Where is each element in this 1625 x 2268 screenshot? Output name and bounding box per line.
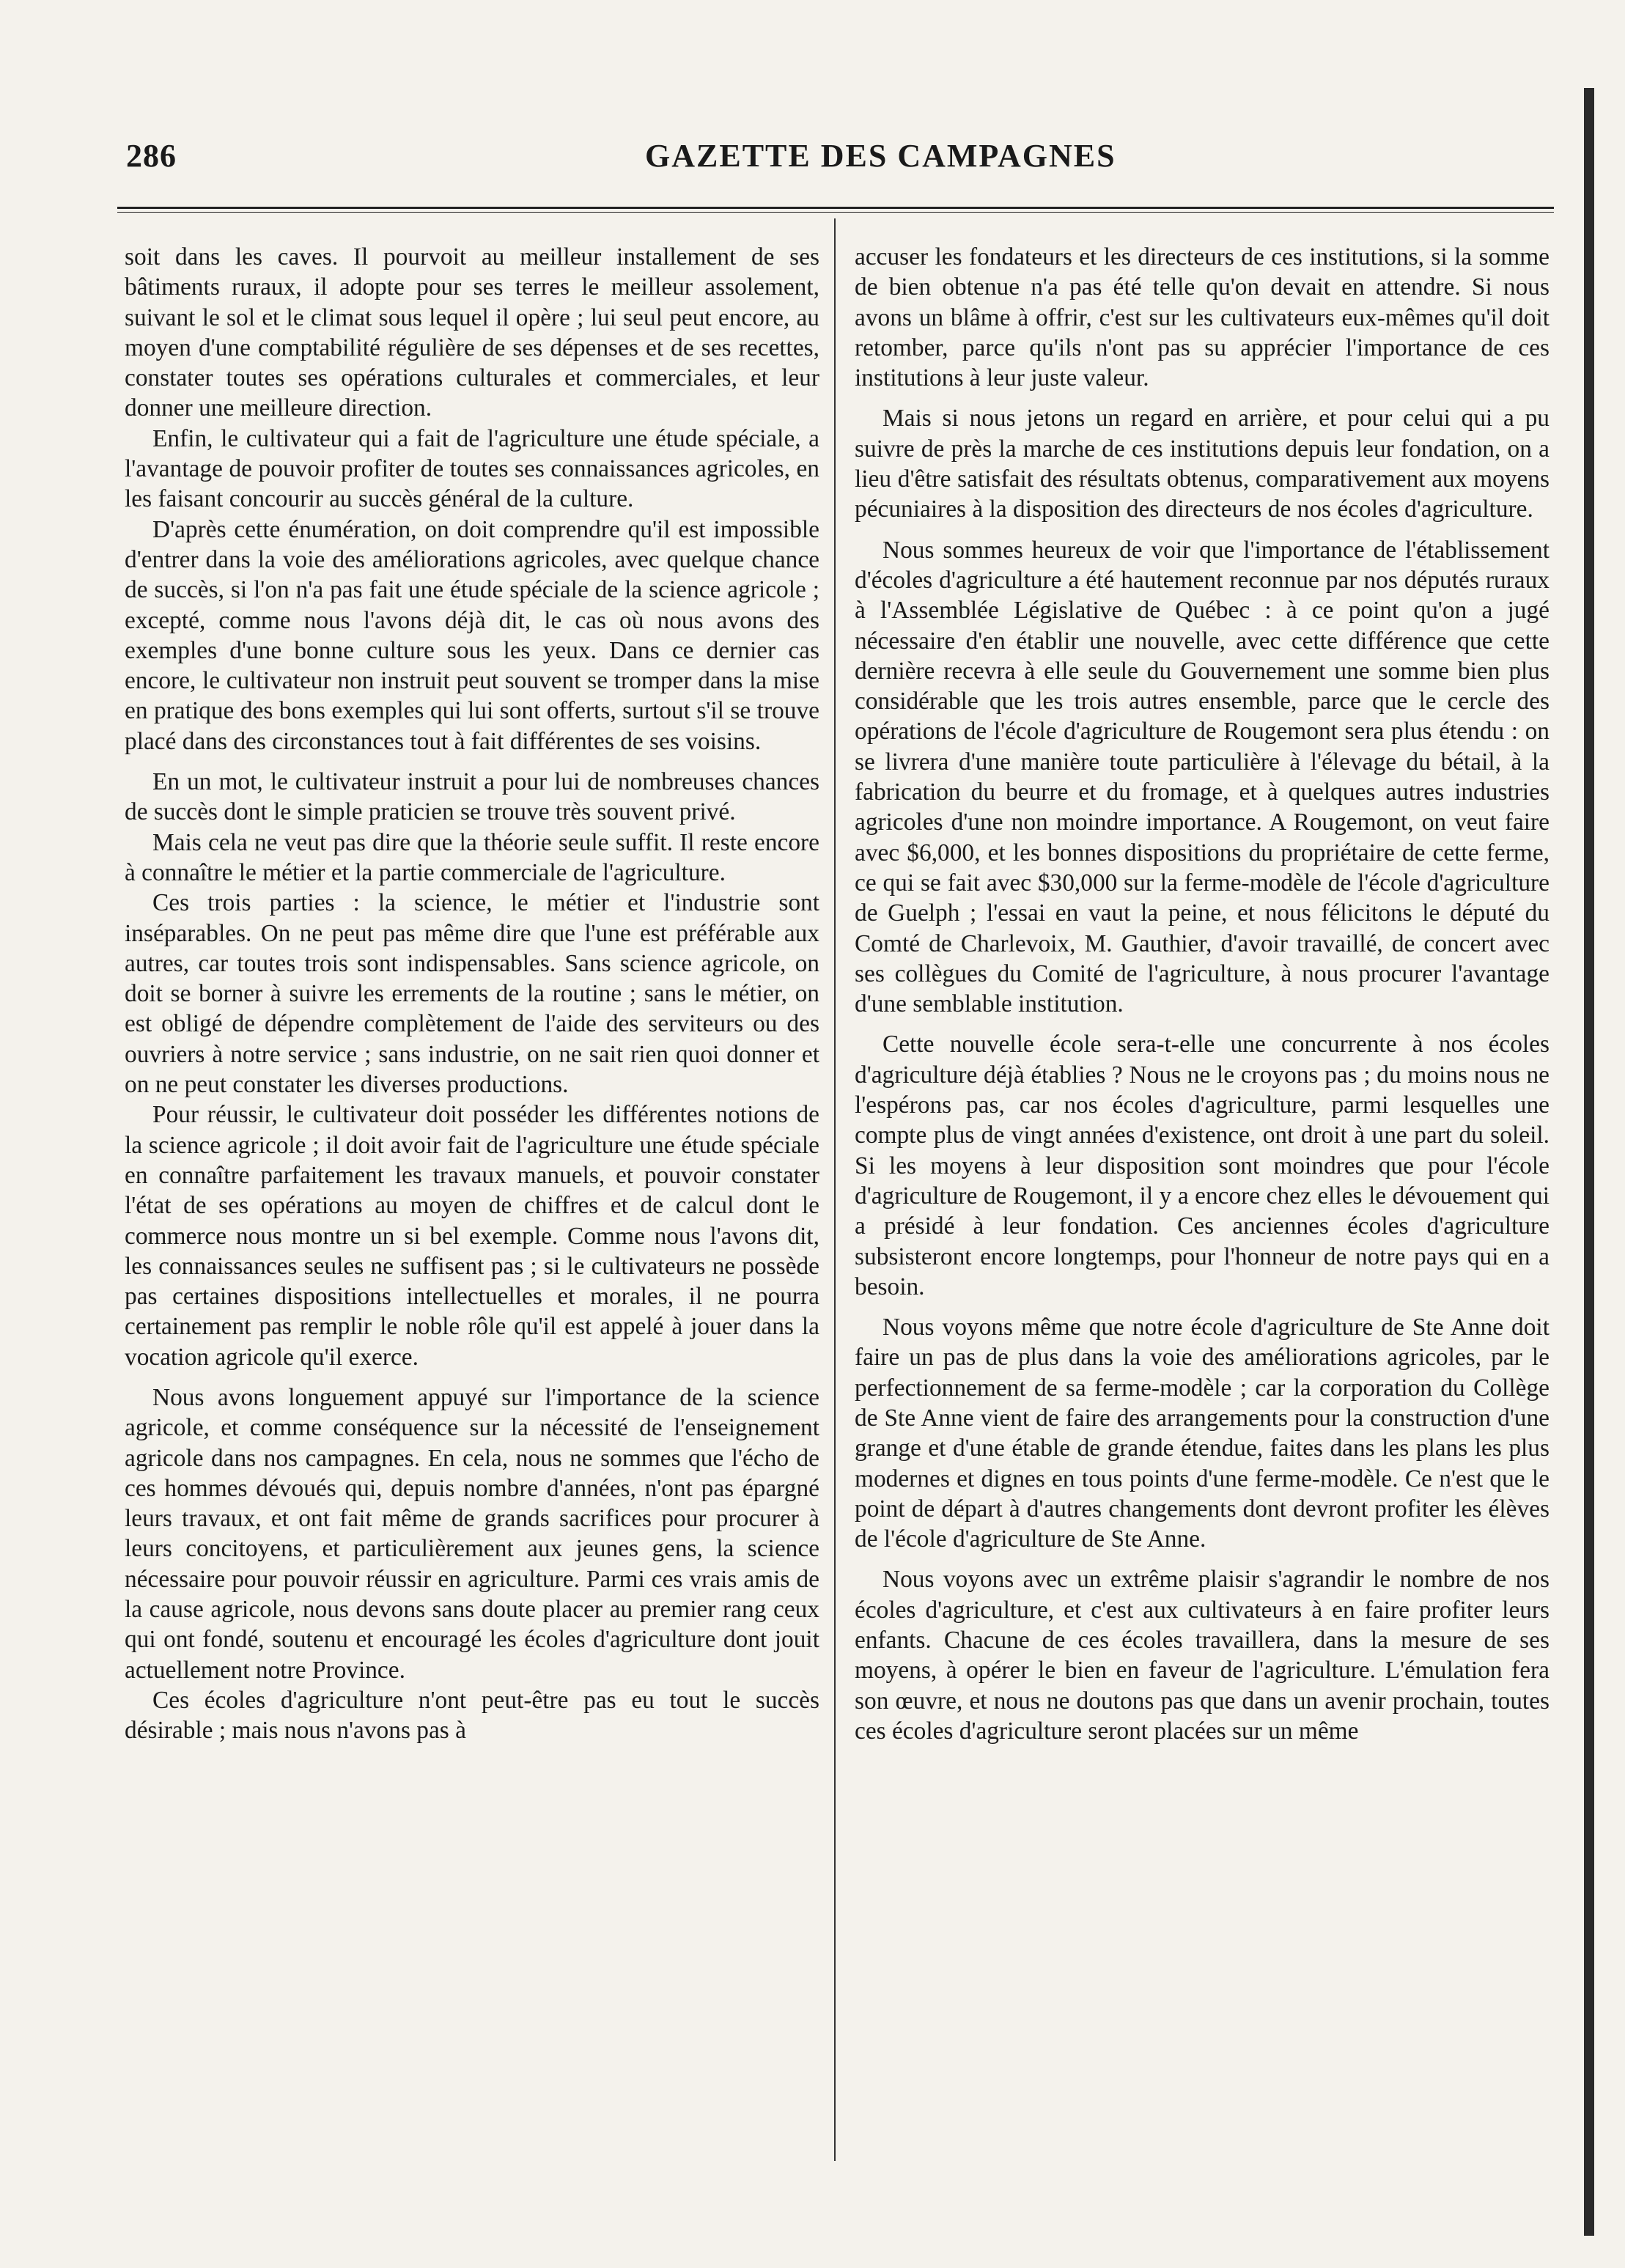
paragraph: D'après cette énumération, on doit comprendre qu'il est impossible d'entrer dans la voie des améliorations agricoles, avec quelque chance de succès, si l'on n'a pas fait une étude spéciale de la science agricole ; excepté, comme nous l'avons déjà dit, le cas où nous avons des exemples d'une bonne culture sous les yeux. Dans ce dernier cas encore, le cultivateur non instruit peut souvent se tromper dans la mise en pratique des bons exemples qui lui sont offerts, surtout s'il se trouve placé dans des circonstances tout à fait différentes de ses voisins. [125, 515, 819, 755]
paragraph: accuser les fondateurs et les directeurs de ces institutions, si la somme de bien obtenue n'a pas été telle qu'on devait en attendre. Si nous avons un blâme à offrir, c'est sur les cultivateurs eux-mêmes qu'il doit retomber, parce qu'ils n'ont pas su apprécier l'importance de ces institutions à leur juste valeur. [855, 243, 1550, 392]
paragraph: soit dans les caves. Il pourvoit au meilleur installement de ses bâtiments ruraux, il adopte pour ses terres le meilleur assolement, suivant le sol et le climat sous lequel il opère ; lui seul peut encore, au moyen d'une comptabilité régulière de ses dépenses et de ses recettes, constater toutes ses opérations culturales et commerciales, et leur donner une meilleure direction. [125, 243, 819, 422]
paragraph: Ces écoles d'agriculture n'ont peut-être pas eu tout le succès désirable ; mais nous n'avons pas à [125, 1686, 819, 1745]
running-head: GAZETTE DES CAMPAGNES [645, 138, 1116, 174]
paragraph: Mais si nous jetons un regard en arrière, et pour celui qui a pu suivre de près la marche de ces institutions depuis leur fondation, on a lieu d'être satisfait des résultats obtenus, comparativement aux moyens pécuniaires à la disposition des directeurs de nos écoles d'agriculture. [855, 405, 1550, 523]
paragraph: Mais cela ne veut pas dire que la théorie seule suffit. Il reste encore à connaître le métier et la partie commerciale de l'agriculture. [125, 828, 819, 886]
paragraph: Nous avons longuement appuyé sur l'importance de la science agricole, et comme conséquence sur la nécessité de l'enseignement agricole dans nos campagnes. En cela, nous ne sommes que l'écho de ces hommes dévoués qui, depuis nombre d'années, n'ont pas épargné leurs travaux, et ont fait même de grands sacrifices pour procurer à leurs concitoyens, et particulièrement aux jeunes gens, la science nécessaire pour pouvoir réussir en agriculture. Parmi ces vrais amis de la cause agricole, nous devons sans doute placer au premier rang ceux qui ont fondé, soutenu et encouragé les écoles d'agriculture dont jouit actuellement notre Province. [125, 1383, 819, 1684]
paragraph: Pour réussir, le cultivateur doit posséder les différentes notions de la science agricole ; il doit avoir fait de l'agriculture une étude spéciale en connaître parfaitement les travaux manuels, et pouvoir constater l'état de ses opérations au moyen de chiffres et de calcul dont le commerce nous montre un si bel exemple. Comme nous l'avons dit, les connaissances seules ne suffisent pas ; si le cultivateurs ne possède pas certaines dispositions intellectuelles et morales, il ne pourra certainement pas remplir le noble rôle qu'il est appelé à jouer dans la vocation agricole qu'il exerce. [125, 1101, 819, 1371]
paragraph: En un mot, le cultivateur instruit a pour lui de nombreuses chances de succès dont le simple praticien se trouve très souvent privé. [125, 768, 819, 826]
paragraph: Nous voyons avec un extrême plaisir s'agrandir le nombre de nos écoles d'agriculture, et c'est aux cultivateurs à en faire profiter leurs enfants. Chacune de ces écoles travaillera, dans la mesure de ses moyens, à opérer le bien en faveur de l'agriculture. L'émulation fera son œuvre, et nous ne doutons pas que dans un avenir prochain, toutes ces écoles d'agriculture seront placées sur un même [855, 1566, 1550, 1745]
paragraph: Ces trois parties : la science, le métier et l'industrie sont inséparables. On ne peut pas même dire que l'une est préférable aux autres, car toutes trois sont indispensables. Sans science agricole, on doit se borner à suivre les errements de la routine ; sans le métier, on est obligé de dépendre complètement de l'aide des serviteurs ou des ouvriers à notre service ; sans industrie, on ne sait rien quoi donner et on ne peut constater les diverses productions. [125, 889, 819, 1099]
page-edge-shadow [1584, 88, 1594, 2236]
paragraph: Nous voyons même que notre école d'agriculture de Ste Anne doit faire un pas de plus dans la voie des améliorations agricoles, par le perfectionnement de sa ferme-modèle ; car la corporation du Collège de Ste Anne vient de faire des arrangements pour la construction d'une grange et d'une étable de grande étendue, faites dans les plans les plus modernes et dignes en tous points d'une ferme-modèle. Ce n'est que le point de départ à d'autres changements dont devront profiter les élèves de l'école d'agriculture de Ste Anne. [855, 1314, 1550, 1553]
paragraph: Cette nouvelle école sera-t-elle une concurrente à nos écoles d'agriculture déjà établies ? Nous ne le croyons pas ; du moins nous ne l'espérons pas, car nos écoles d'agriculture, parmi lesquelles une compte plus de vingt années d'existence, ont droit à une part du soleil. Si les moyens à leur disposition sont moindres que pour l'école d'agriculture de Rougemont, il y a encore chez elles le dévouement qui a présidé à leur fondation. Ces anciennes écoles d'agriculture subsisteront encore longtemps, pour l'honneur de notre pays qui en a besoin. [855, 1031, 1550, 1300]
column-divider [834, 218, 836, 2161]
right-column [855, 242, 1550, 1746]
page-number: 286 [126, 138, 177, 174]
paragraph: Enfin, le cultivateur qui a fait de l'agriculture une étude spéciale, a l'avantage de pouvoir profiter de toutes ses connaissances agricoles, en les faisant concourir au succès général de la culture. [125, 424, 819, 513]
page-header [117, 128, 1554, 180]
header-rule [117, 207, 1554, 213]
paragraph: Nous sommes heureux de voir que l'importance de l'établissement d'écoles d'agriculture a été hautement reconnue par nos députés ruraux à l'Assemblée Législative de Québec : à ce point qu'on a jugé nécessaire d'en établir une nouvelle, avec cette différence que cette dernière recevra à elle seule du Gouvernement une somme bien plus considérable que les trois autres ensemble, parce que le cercle des opérations de l'école d'agriculture de Rougemont sera plus étendu : on se livrera d'une manière toute particulière à l'élevage du bétail, à la fabrication du beurre et du fromage, et à quelques autres industries agricoles d'une non moindre importance. A Rougemont, on veut faire avec $6,000, et les bonnes dispositions du propriétaire de cette ferme, ce qui se fait avec $30,000 sur la ferme-modèle de l'école d'agriculture de Guelph ; l'essai en vaut la peine, et nous félicitons le député du Comté de Charlevoix, M. Gauthier, d'avoir travaillé, de concert avec ses collègues du Comité de l'agriculture, à nous procurer l'avantage d'une semblable institution. [855, 536, 1550, 1018]
left-column [125, 242, 819, 1746]
